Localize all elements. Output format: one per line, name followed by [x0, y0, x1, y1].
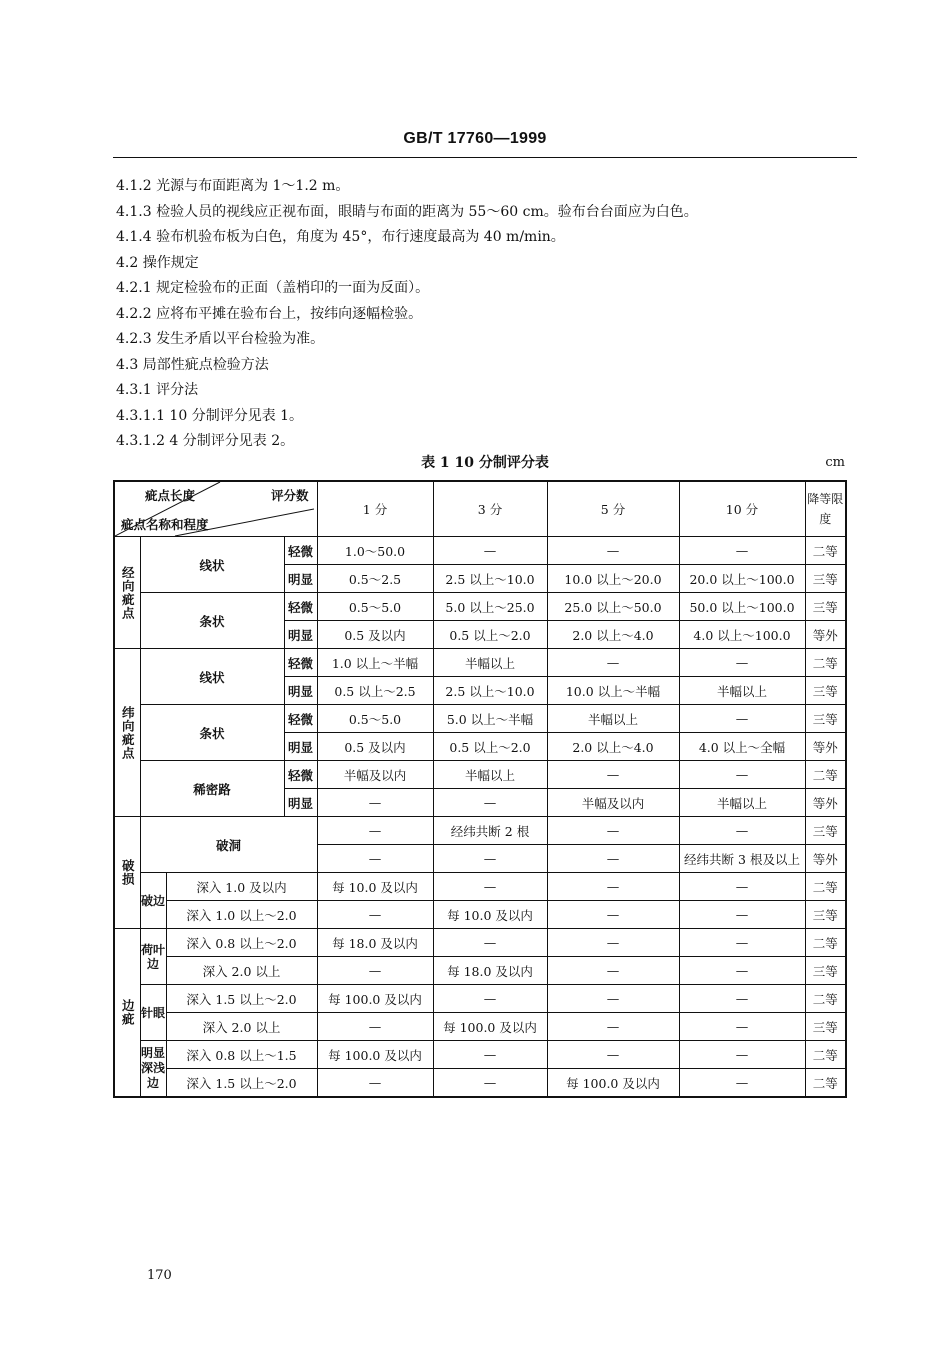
cell: 每 100.0 及以内 [433, 1013, 547, 1041]
header-defect-name: 疵点名称和程度 [121, 517, 209, 532]
cell: 50.0 以上～100.0 [679, 593, 805, 621]
table-row [114, 705, 846, 733]
depth-label: 深入 1.0 及以内 [166, 873, 317, 901]
clause-4-2: 4.2 操作规定 [116, 254, 199, 271]
depth-label: 深入 2.0 以上 [166, 1013, 317, 1041]
cell: — [679, 901, 805, 929]
sub-depth-edge: 明显深浅边 [140, 1041, 166, 1098]
grade-cell: 二等 [805, 1041, 846, 1069]
group-edge: 边疵 [114, 929, 140, 1098]
clause-4-1-4: 4.1.4 验布机验布板为白色，角度为 45°，布行速度最高为 40 m/min。 [116, 229, 565, 245]
cell: — [433, 873, 547, 901]
group-damage: 破损 [114, 817, 140, 929]
depth-label: 深入 0.8 以上～2.0 [166, 929, 317, 957]
cell: — [679, 817, 805, 845]
cell: 20.0 以上～100.0 [679, 565, 805, 593]
header-10-point: 10 分 [679, 481, 805, 537]
cell: — [547, 817, 679, 845]
level-obvious: 明显 [284, 677, 317, 705]
sub-needle-eye: 针眼 [140, 985, 166, 1041]
cell: 0.5～5.0 [317, 705, 433, 733]
table-row [114, 1013, 846, 1041]
depth-label: 深入 1.5 以上～2.0 [166, 985, 317, 1013]
grade-cell: 三等 [805, 593, 846, 621]
table-caption [113, 452, 857, 474]
header-grade-limit: 降等限度 [805, 481, 846, 537]
cell: 2.0 以上～4.0 [547, 621, 679, 649]
cell: — [679, 1069, 805, 1098]
cell: — [547, 537, 679, 565]
header-score: 评分数 [270, 488, 309, 503]
cell: — [433, 845, 547, 873]
cell: — [679, 537, 805, 565]
cell: 经纬共断 3 根及以上 [679, 845, 805, 873]
depth-label: 深入 2.0 以上 [166, 957, 317, 985]
table-row [114, 873, 846, 901]
clause-4-1-2: 4.1.2 光源与布面距离为 1～1.2 m。 [116, 178, 350, 194]
grade-cell: 等外 [805, 621, 846, 649]
cell: 半幅以上 [679, 789, 805, 817]
cell: — [317, 845, 433, 873]
cell: 每 100.0 及以内 [547, 1069, 679, 1098]
level-light: 轻微 [284, 761, 317, 789]
cell: — [547, 1013, 679, 1041]
cell: — [547, 985, 679, 1013]
header-1-point: 1 分 [317, 481, 433, 537]
grade-cell: 等外 [805, 733, 846, 761]
grade-cell: 三等 [805, 677, 846, 705]
grade-cell: 三等 [805, 901, 846, 929]
cell: 4.0 以上～全幅 [679, 733, 805, 761]
cell: — [679, 649, 805, 677]
header-row [114, 481, 846, 537]
depth-label: 深入 0.8 以上～1.5 [166, 1041, 317, 1069]
table-row [114, 1041, 846, 1069]
cell: 10.0 以上～20.0 [547, 565, 679, 593]
cell: — [317, 817, 433, 845]
cell: 半幅及以内 [547, 789, 679, 817]
table-row [114, 537, 846, 565]
cell: — [317, 901, 433, 929]
body-text [116, 174, 846, 455]
sub-hole: 破洞 [140, 817, 317, 873]
table-row [114, 985, 846, 1013]
cell: — [433, 789, 547, 817]
cell: 经纬共断 2 根 [433, 817, 547, 845]
cell: — [547, 761, 679, 789]
cell: — [679, 873, 805, 901]
grade-cell: 三等 [805, 1013, 846, 1041]
cell: — [433, 1069, 547, 1098]
grade-cell: 二等 [805, 761, 846, 789]
group-warp: 经向疵点 [114, 537, 140, 649]
page-number: 170 [147, 1268, 172, 1283]
grade-cell: 二等 [805, 873, 846, 901]
table-row [114, 593, 846, 621]
cell: — [317, 957, 433, 985]
cell: 0.5～2.5 [317, 565, 433, 593]
cell: — [679, 957, 805, 985]
grade-cell: 等外 [805, 789, 846, 817]
cell: — [433, 985, 547, 1013]
grade-cell: 三等 [805, 705, 846, 733]
header-3-point: 3 分 [433, 481, 547, 537]
cell: 半幅以上 [433, 649, 547, 677]
level-obvious: 明显 [284, 565, 317, 593]
cell: — [433, 1041, 547, 1069]
header-rule [113, 157, 857, 158]
table-row [114, 649, 846, 677]
depth-label: 深入 1.0 以上～2.0 [166, 901, 317, 929]
clause-4-3-1: 4.3.1 评分法 [116, 382, 199, 398]
cell: 每 100.0 及以内 [317, 985, 433, 1013]
cell: 每 10.0 及以内 [433, 901, 547, 929]
cell: — [317, 1069, 433, 1098]
sub-strip: 条状 [140, 705, 284, 761]
level-light: 轻微 [284, 705, 317, 733]
depth-label: 深入 1.5 以上～2.0 [166, 1069, 317, 1098]
cell: 2.0 以上～4.0 [547, 733, 679, 761]
table-unit: cm [825, 455, 845, 470]
clause-4-3-1-2: 4.3.1.2 4 分制评分见表 2。 [116, 433, 295, 449]
level-obvious: 明显 [284, 733, 317, 761]
scoring-table [113, 480, 847, 1098]
diagonal-header-cell [114, 481, 317, 537]
cell: — [679, 761, 805, 789]
cell: — [547, 957, 679, 985]
grade-cell: 等外 [805, 845, 846, 873]
cell: 10.0 以上～半幅 [547, 677, 679, 705]
sub-lotus-edge: 荷叶边 [140, 929, 166, 985]
cell: 2.5 以上～10.0 [433, 565, 547, 593]
cell: — [317, 789, 433, 817]
cell: 每 18.0 及以内 [433, 957, 547, 985]
cell: — [679, 1041, 805, 1069]
cell: 每 100.0 及以内 [317, 1041, 433, 1069]
clause-4-2-1: 4.2.1 规定检验布的正面（盖梢印的一面为反面）。 [116, 280, 430, 296]
page-header: GB/T 17760—1999 [403, 130, 547, 147]
clause-4-3-1-1: 4.3.1.1 10 分制评分见表 1。 [116, 407, 304, 424]
cell: — [679, 1013, 805, 1041]
cell: 半幅以上 [433, 761, 547, 789]
clause-4-1-3: 4.1.3 检验人员的视线应正视布面，眼睛与布面的距离为 55～60 cm。验布台台面应为白色。 [116, 203, 698, 220]
cell: 5.0 以上～半幅 [433, 705, 547, 733]
sub-line: 线状 [140, 649, 284, 705]
sub-strip: 条状 [140, 593, 284, 649]
cell: 半幅以上 [547, 705, 679, 733]
grade-cell: 三等 [805, 817, 846, 845]
header-5-point: 5 分 [547, 481, 679, 537]
cell: 半幅及以内 [317, 761, 433, 789]
level-light: 轻微 [284, 649, 317, 677]
cell: 每 10.0 及以内 [317, 873, 433, 901]
cell: — [547, 901, 679, 929]
level-obvious: 明显 [284, 621, 317, 649]
cell: 每 18.0 及以内 [317, 929, 433, 957]
cell: — [547, 1041, 679, 1069]
cell: — [679, 985, 805, 1013]
cell: 5.0 以上～25.0 [433, 593, 547, 621]
cell: 半幅以上 [679, 677, 805, 705]
clause-4-2-3: 4.2.3 发生矛盾以平台检验为准。 [116, 331, 325, 347]
sub-line: 线状 [140, 537, 284, 593]
cell: — [547, 929, 679, 957]
cell: — [433, 929, 547, 957]
cell: 0.5～5.0 [317, 593, 433, 621]
grade-cell: 二等 [805, 537, 846, 565]
group-weft: 纬向疵点 [114, 649, 140, 817]
header-defect-length: 疵点长度 [145, 488, 196, 503]
table-row [114, 957, 846, 985]
cell: 0.5 以上～2.5 [317, 677, 433, 705]
cell: — [547, 649, 679, 677]
table-row [114, 901, 846, 929]
cell: 0.5 以上～2.0 [433, 733, 547, 761]
cell: — [317, 1013, 433, 1041]
grade-cell: 二等 [805, 985, 846, 1013]
cell: — [547, 873, 679, 901]
cell: 2.5 以上～10.0 [433, 677, 547, 705]
cell: — [679, 929, 805, 957]
grade-cell: 三等 [805, 565, 846, 593]
sub-broken-edge: 破边 [140, 873, 166, 929]
table-row [114, 1069, 846, 1098]
table-row [114, 929, 846, 957]
cell: 1.0～50.0 [317, 537, 433, 565]
cell: 4.0 以上～100.0 [679, 621, 805, 649]
cell: 0.5 及以内 [317, 621, 433, 649]
cell: — [547, 845, 679, 873]
grade-cell: 二等 [805, 649, 846, 677]
cell: 25.0 以上～50.0 [547, 593, 679, 621]
level-light: 轻微 [284, 593, 317, 621]
grade-cell: 二等 [805, 929, 846, 957]
sub-sparse: 稀密路 [140, 761, 284, 817]
cell: 0.5 以上～2.0 [433, 621, 547, 649]
table-row [114, 761, 846, 789]
level-obvious: 明显 [284, 789, 317, 817]
level-light: 轻微 [284, 537, 317, 565]
clause-4-3: 4.3 局部性疵点检验方法 [116, 356, 269, 373]
grade-cell: 三等 [805, 957, 846, 985]
cell: 0.5 及以内 [317, 733, 433, 761]
grade-cell: 二等 [805, 1069, 846, 1098]
cell: 1.0 以上～半幅 [317, 649, 433, 677]
clause-4-2-2: 4.2.2 应将布平摊在验布台上，按纬向逐幅检验。 [116, 305, 423, 322]
table-title: 表 1 10 分制评分表 [421, 455, 549, 471]
cell: — [433, 537, 547, 565]
cell: — [679, 705, 805, 733]
table-row [114, 817, 846, 845]
